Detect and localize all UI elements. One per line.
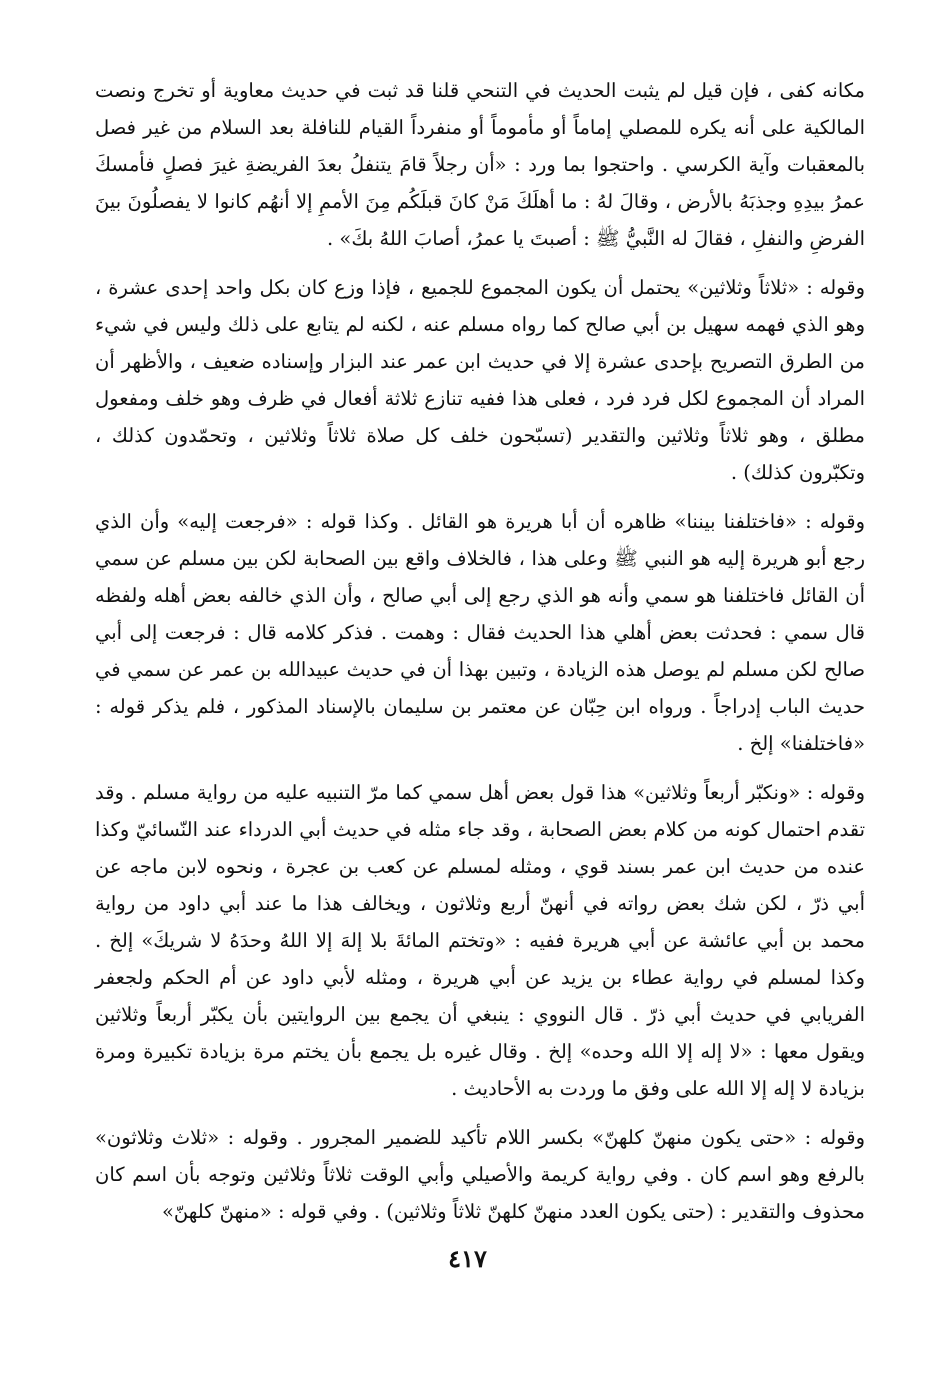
paragraph-3: وقوله : «فاختلفنا بيننا» ظاهره أن أبا هريرة هو القائل . وكذا قوله : «فرجعت إليه» وأن الذي رجع أبو هريرة إليه هو النبي ﷺ وعلى هذا ، فالخلاف واقع بين الصحابة لكن بين مسلم عن سمي أن القائل فاختلفنا هو سمي وأنه هو الذي رجع إلى أبي صالح ، وأن الذي خالفه بعض أهله ولفظه قال سمي : فحدثت بعض أهلي هذا الحديث فقال : وهمت . فذكر كلامه قال : فرجعت إلى أبي صالح لكن مسلم لم يوصل هذه الزيادة ، وتبين بهذا أن في حديث عبيدالله بن عمر عن سمي في حديث الباب إدراجاً . ورواه ابن حِبّان عن معتمر بن سليمان بالإسناد المذكور ، فلم يذكر قوله : «فاختلفنا» إلخ . <box>95 510 865 755</box>
page-number: ٤١٧ <box>448 1244 487 1273</box>
paragraph-5: وقوله : «حتى يكون منهنّ كلهنّ» بكسر اللام تأكيد للضمير المجرور . وقوله : «ثلاث وثلاثون» بالرفع وهو اسم كان . وفي رواية كريمة والأصيلي وأبي الوقت ثلاثاً وثلاثين وتوجه بأن اسم كان محذوف والتقدير : (حتى يكون العدد منهنّ كلهنّ ثلاثاً وثلاثين) . وفي قوله : «منهنّ كلهنّ» <box>95 1126 865 1223</box>
paragraph-1: مكانه كفى ، فإن قيل لم يثبت الحديث في التنحي قلنا قد ثبت في حديث معاوية أو تخرج ونصت المالكية على أنه يكره للمصلي إماماً أو مأموماً أو منفرداً القيام للنافلة بعد السلام من غير فصل بالمعقبات وآية الكرسي . واحتجوا بما ورد : «أن رجلاً قامَ يتنفلُ بعدَ الفريضةِ غيرَ فصلٍ فأمسكَ عمرُ بيدِهِ وجذبَهُ بالأرض ، وقالَ لهُ : ما أهلَكَ مَنْ كانَ قبلَكُم مِنَ الأممِ إلا أنهُم كانوا لا يفصلُونَ بينَ الفرضِ والنفلِ ، فقالَ له النَّبيُّ ﷺ : أصبتَ يا عمرُ، أصابَ اللهُ بكَ» . <box>95 79 865 250</box>
page-body <box>95 72 865 1240</box>
paragraph-4: وقوله : «ونكبّر أربعاً وثلاثين» هذا قول بعض أهل سمي كما مرّ التنبيه عليه من رواية مسلم . وقد تقدم احتمال كونه من كلام بعض الصحابة ، وقد جاء مثله في حديث أبي الدرداء عند النّسائيّ وكذا عنده من حديث ابن عمر بسند قوي ، ومثله لمسلم عن كعب بن عجرة ، ونحوه لابن ماجه عن أبي ذرّ ، لكن شك بعض رواته في أنهنّ أربع وثلاثون ، ويخالف هذا ما عند أبي داود من رواية محمد بن أبي عائشة عن أبي هريرة ففيه : «وتختم المائةَ بلا إلهَ إلا اللهُ وحدَهُ لا شريكَ» إلخ . وكذا لمسلم في رواية عطاء بن يزيد عن أبي هريرة ، ومثله لأبي داود عن أم الحكم ولجعفر الفريابي في حديث أبي ذرّ . قال النووي : ينبغي أن يجمع بين الروايتين بأن يكبّر أربعاً وثلاثين ويقول معها : «لا إله إلا الله وحده» إلخ . وقال غيره بل يجمع بأن يختم مرة بزيادة تكبيرة ومرة بزيادة لا إله إلا الله على وفق ما وردت به الأحاديث . <box>95 781 865 1100</box>
paragraph-2: وقوله : «ثلاثاً وثلاثين» يحتمل أن يكون المجموع للجميع ، فإذا وزع كان بكل واحد إحدى عشرة ، وهو الذي فهمه سهيل بن أبي صالح كما رواه مسلم عنه ، لكنه لم يتابع على ذلك وليس في شيء من الطرق التصريح بإحدى عشرة إلا في حديث ابن عمر عند البزار وإسناده ضعيف ، والأظهر أن المراد أن المجموع لكل فرد فرد ، فعلى هذا ففيه تنازع ثلاثة أفعال في ظرف وهو خلف ومفعول مطلق ، وهو ثلاثاً وثلاثين والتقدير (تسبّحون خلف كل صلاة ثلاثاً وثلاثين ، وتحمّدون كذلك ، وتكبّرون كذلك) . <box>95 276 865 484</box>
